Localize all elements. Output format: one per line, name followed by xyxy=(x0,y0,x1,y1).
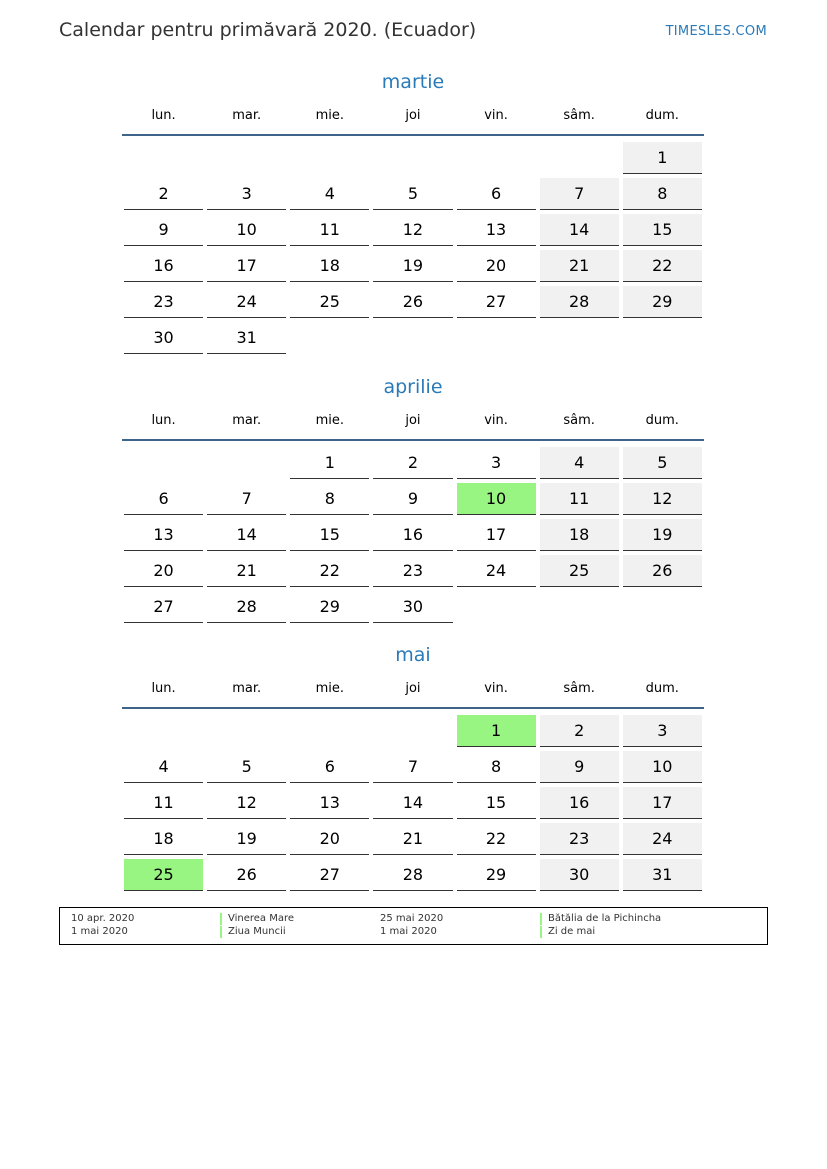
day-cell xyxy=(288,481,371,517)
day-number: 15 xyxy=(457,787,536,819)
week-row xyxy=(122,785,704,821)
legend-date: 10 apr. 2020 xyxy=(71,913,135,924)
day-number: 9 xyxy=(373,483,452,515)
day-cell xyxy=(122,553,205,589)
day-number: 10 xyxy=(623,751,702,783)
day-number: 25 xyxy=(124,859,203,891)
day-number: 21 xyxy=(207,555,286,587)
day-cell xyxy=(205,589,288,625)
day-cell xyxy=(122,517,205,553)
day-number: 14 xyxy=(540,214,619,246)
day-number: 4 xyxy=(124,751,203,783)
day-cell xyxy=(455,445,538,481)
day-number: 8 xyxy=(457,751,536,783)
day-cell xyxy=(205,821,288,857)
weekday-label: dum. xyxy=(645,108,679,123)
day-number: 30 xyxy=(373,591,452,623)
day-cell xyxy=(371,481,454,517)
day-cell xyxy=(288,589,371,625)
day-cell xyxy=(288,445,371,481)
day-cell xyxy=(455,517,538,553)
day-number: 15 xyxy=(290,519,369,551)
day-cell xyxy=(371,176,454,212)
day-number: 17 xyxy=(207,250,286,282)
day-cell xyxy=(455,284,538,320)
day-number: 2 xyxy=(540,715,619,747)
week-row xyxy=(122,553,704,589)
day-cell xyxy=(621,785,704,821)
day-number: 6 xyxy=(290,751,369,783)
day-number: 21 xyxy=(540,250,619,282)
day-number: 15 xyxy=(623,214,702,246)
day-number: 26 xyxy=(373,286,452,318)
empty-day-cell xyxy=(205,445,288,481)
empty-day-cell xyxy=(371,320,454,356)
day-cell xyxy=(538,248,621,284)
day-cell xyxy=(122,481,205,517)
day-number: 9 xyxy=(540,751,619,783)
day-grid xyxy=(122,445,704,625)
empty-day-cell xyxy=(538,140,621,176)
day-number: 17 xyxy=(623,787,702,819)
day-cell xyxy=(371,553,454,589)
weekday-label: sâm. xyxy=(563,108,595,123)
day-cell xyxy=(288,821,371,857)
day-number: 30 xyxy=(540,859,619,891)
week-row xyxy=(122,140,704,176)
empty-day-cell xyxy=(621,320,704,356)
day-number: 24 xyxy=(207,286,286,318)
day-number: 19 xyxy=(623,519,702,551)
day-cell xyxy=(205,785,288,821)
day-number: 4 xyxy=(290,178,369,210)
week-row xyxy=(122,749,704,785)
week-row xyxy=(122,284,704,320)
header-divider xyxy=(122,439,704,441)
holiday-day-cell xyxy=(455,481,538,517)
legend-holiday-name: Vinerea Mare xyxy=(220,913,294,925)
empty-day-cell xyxy=(538,589,621,625)
day-number: 9 xyxy=(124,214,203,246)
day-cell xyxy=(371,248,454,284)
day-number: 27 xyxy=(124,591,203,623)
day-cell xyxy=(288,212,371,248)
day-cell xyxy=(538,284,621,320)
day-cell xyxy=(538,517,621,553)
day-cell xyxy=(455,176,538,212)
day-cell xyxy=(371,445,454,481)
holiday-legend xyxy=(59,907,768,945)
week-row xyxy=(122,320,704,356)
weekday-label: sâm. xyxy=(563,413,595,428)
day-cell xyxy=(455,857,538,893)
day-number: 10 xyxy=(207,214,286,246)
day-number: 18 xyxy=(290,250,369,282)
day-cell xyxy=(621,517,704,553)
week-row xyxy=(122,248,704,284)
day-number: 8 xyxy=(290,483,369,515)
day-cell xyxy=(621,553,704,589)
day-number: 13 xyxy=(457,214,536,246)
day-number: 24 xyxy=(623,823,702,855)
empty-day-cell xyxy=(288,140,371,176)
day-cell xyxy=(205,517,288,553)
day-cell xyxy=(205,553,288,589)
day-number: 12 xyxy=(623,483,702,515)
legend-date: 1 mai 2020 xyxy=(380,926,437,937)
day-number: 20 xyxy=(124,555,203,587)
day-number: 5 xyxy=(373,178,452,210)
day-cell xyxy=(371,857,454,893)
day-number: 31 xyxy=(207,322,286,354)
day-cell xyxy=(205,749,288,785)
day-cell xyxy=(122,284,205,320)
day-cell xyxy=(288,857,371,893)
day-cell xyxy=(538,713,621,749)
weekday-label: mie. xyxy=(315,681,345,696)
day-cell xyxy=(288,553,371,589)
empty-day-cell xyxy=(122,445,205,481)
day-number: 20 xyxy=(290,823,369,855)
weekday-label: mie. xyxy=(315,413,345,428)
day-number: 22 xyxy=(623,250,702,282)
weekday-label: joi xyxy=(405,108,421,123)
day-cell xyxy=(122,749,205,785)
day-number: 1 xyxy=(290,447,369,479)
empty-day-cell xyxy=(455,589,538,625)
day-cell xyxy=(288,517,371,553)
day-cell xyxy=(122,821,205,857)
weekday-label: mar. xyxy=(232,108,262,123)
weekday-header xyxy=(122,410,704,432)
day-number: 22 xyxy=(457,823,536,855)
day-number: 24 xyxy=(457,555,536,587)
day-cell xyxy=(621,140,704,176)
week-row xyxy=(122,821,704,857)
day-cell xyxy=(288,749,371,785)
day-number: 29 xyxy=(290,591,369,623)
day-number: 7 xyxy=(207,483,286,515)
day-number: 6 xyxy=(457,178,536,210)
header-divider xyxy=(122,707,704,709)
holiday-day-cell xyxy=(455,713,538,749)
empty-day-cell xyxy=(371,140,454,176)
day-number: 14 xyxy=(373,787,452,819)
weekday-label: joi xyxy=(405,413,421,428)
empty-day-cell xyxy=(205,713,288,749)
weekday-label: sâm. xyxy=(563,681,595,696)
header-divider xyxy=(122,134,704,136)
weekday-label: mar. xyxy=(232,681,262,696)
day-number: 27 xyxy=(457,286,536,318)
empty-day-cell xyxy=(621,589,704,625)
empty-day-cell xyxy=(455,320,538,356)
weekday-label: dum. xyxy=(645,681,679,696)
day-number: 17 xyxy=(457,519,536,551)
day-number: 28 xyxy=(207,591,286,623)
weekday-label: joi xyxy=(405,681,421,696)
day-cell xyxy=(455,821,538,857)
day-cell xyxy=(288,284,371,320)
day-number: 18 xyxy=(124,823,203,855)
day-cell xyxy=(371,821,454,857)
day-number: 31 xyxy=(623,859,702,891)
day-cell xyxy=(122,176,205,212)
day-cell xyxy=(538,445,621,481)
day-cell xyxy=(288,248,371,284)
day-number: 16 xyxy=(373,519,452,551)
day-number: 23 xyxy=(373,555,452,587)
day-cell xyxy=(122,248,205,284)
day-number: 1 xyxy=(457,715,536,747)
day-number: 16 xyxy=(124,250,203,282)
day-cell xyxy=(455,248,538,284)
page-title: Calendar pentru primăvară 2020. (Ecuador) xyxy=(59,19,477,41)
day-number: 28 xyxy=(540,286,619,318)
day-number: 11 xyxy=(124,787,203,819)
day-cell xyxy=(122,320,205,356)
month-name: martie xyxy=(381,71,445,93)
day-number: 20 xyxy=(457,250,536,282)
day-number: 2 xyxy=(373,447,452,479)
day-cell xyxy=(371,284,454,320)
day-cell xyxy=(205,284,288,320)
day-cell xyxy=(455,785,538,821)
day-number: 21 xyxy=(373,823,452,855)
weekday-label: lun. xyxy=(151,413,176,428)
day-cell xyxy=(371,589,454,625)
empty-day-cell xyxy=(538,320,621,356)
day-number: 26 xyxy=(623,555,702,587)
day-number: 23 xyxy=(124,286,203,318)
day-number: 3 xyxy=(457,447,536,479)
day-cell xyxy=(621,284,704,320)
legend-holiday-name: Ziua Muncii xyxy=(220,926,286,938)
day-cell xyxy=(122,589,205,625)
day-cell xyxy=(621,212,704,248)
weekday-label: lun. xyxy=(151,681,176,696)
week-row xyxy=(122,589,704,625)
day-number: 27 xyxy=(290,859,369,891)
day-cell xyxy=(288,785,371,821)
day-number: 7 xyxy=(540,178,619,210)
day-number: 23 xyxy=(540,823,619,855)
day-cell xyxy=(538,481,621,517)
day-number: 18 xyxy=(540,519,619,551)
day-cell xyxy=(538,785,621,821)
day-number: 2 xyxy=(124,178,203,210)
month-name: aprilie xyxy=(383,376,443,398)
day-cell xyxy=(371,212,454,248)
day-cell xyxy=(371,517,454,553)
holiday-day-cell xyxy=(122,857,205,893)
day-number: 1 xyxy=(623,142,702,174)
day-number: 19 xyxy=(207,823,286,855)
day-cell xyxy=(205,320,288,356)
month-martie xyxy=(122,68,704,356)
day-number: 13 xyxy=(124,519,203,551)
day-cell xyxy=(538,749,621,785)
month-name: mai xyxy=(395,644,431,666)
empty-day-cell xyxy=(455,140,538,176)
day-cell xyxy=(371,749,454,785)
day-number: 5 xyxy=(623,447,702,479)
day-cell xyxy=(538,821,621,857)
legend-holiday-name: Zi de mai xyxy=(540,926,595,938)
weekday-label: lun. xyxy=(151,108,176,123)
week-row xyxy=(122,212,704,248)
day-cell xyxy=(621,481,704,517)
day-grid xyxy=(122,713,704,893)
day-number: 10 xyxy=(457,483,536,515)
day-number: 19 xyxy=(373,250,452,282)
day-cell xyxy=(455,749,538,785)
day-cell xyxy=(205,857,288,893)
day-cell xyxy=(122,785,205,821)
day-cell xyxy=(621,445,704,481)
day-cell xyxy=(122,212,205,248)
day-cell xyxy=(538,553,621,589)
legend-date: 25 mai 2020 xyxy=(380,913,444,924)
day-number: 26 xyxy=(207,859,286,891)
day-number: 11 xyxy=(290,214,369,246)
day-number: 14 xyxy=(207,519,286,551)
weekday-label: vin. xyxy=(484,413,508,428)
day-number: 5 xyxy=(207,751,286,783)
day-number: 16 xyxy=(540,787,619,819)
day-cell xyxy=(455,553,538,589)
day-number: 3 xyxy=(207,178,286,210)
week-row xyxy=(122,517,704,553)
month-mai xyxy=(122,641,704,893)
day-number: 4 xyxy=(540,447,619,479)
weekday-label: mar. xyxy=(232,413,262,428)
day-number: 7 xyxy=(373,751,452,783)
day-number: 3 xyxy=(623,715,702,747)
legend-holiday-name: Bătălia de la Pichincha xyxy=(540,913,661,925)
day-cell xyxy=(621,176,704,212)
week-row xyxy=(122,445,704,481)
day-cell xyxy=(538,857,621,893)
weekday-label: vin. xyxy=(484,681,508,696)
day-cell xyxy=(205,176,288,212)
day-cell xyxy=(538,212,621,248)
day-cell xyxy=(205,481,288,517)
day-number: 28 xyxy=(373,859,452,891)
day-number: 13 xyxy=(290,787,369,819)
day-cell xyxy=(288,176,371,212)
day-number: 25 xyxy=(540,555,619,587)
week-row xyxy=(122,713,704,749)
empty-day-cell xyxy=(288,713,371,749)
weekday-label: mie. xyxy=(315,108,345,123)
empty-day-cell xyxy=(205,140,288,176)
weekday-header xyxy=(122,105,704,127)
week-row xyxy=(122,857,704,893)
day-cell xyxy=(371,785,454,821)
day-number: 22 xyxy=(290,555,369,587)
day-cell xyxy=(621,857,704,893)
day-number: 12 xyxy=(207,787,286,819)
day-number: 30 xyxy=(124,322,203,354)
day-number: 12 xyxy=(373,214,452,246)
day-cell xyxy=(621,713,704,749)
day-cell xyxy=(538,176,621,212)
day-grid xyxy=(122,140,704,356)
week-row xyxy=(122,481,704,517)
empty-day-cell xyxy=(122,140,205,176)
day-cell xyxy=(621,248,704,284)
empty-day-cell xyxy=(122,713,205,749)
day-number: 11 xyxy=(540,483,619,515)
day-number: 29 xyxy=(623,286,702,318)
month-aprilie xyxy=(122,373,704,625)
legend-date: 1 mai 2020 xyxy=(71,926,128,937)
day-cell xyxy=(205,248,288,284)
weekday-header xyxy=(122,678,704,700)
week-row xyxy=(122,176,704,212)
day-cell xyxy=(621,821,704,857)
day-cell xyxy=(455,212,538,248)
weekday-label: vin. xyxy=(484,108,508,123)
day-number: 29 xyxy=(457,859,536,891)
day-number: 6 xyxy=(124,483,203,515)
day-number: 25 xyxy=(290,286,369,318)
brand-link[interactable]: TIMESLES.COM xyxy=(665,24,767,39)
empty-day-cell xyxy=(288,320,371,356)
day-number: 8 xyxy=(623,178,702,210)
weekday-label: dum. xyxy=(645,413,679,428)
day-cell xyxy=(205,212,288,248)
empty-day-cell xyxy=(371,713,454,749)
day-cell xyxy=(621,749,704,785)
